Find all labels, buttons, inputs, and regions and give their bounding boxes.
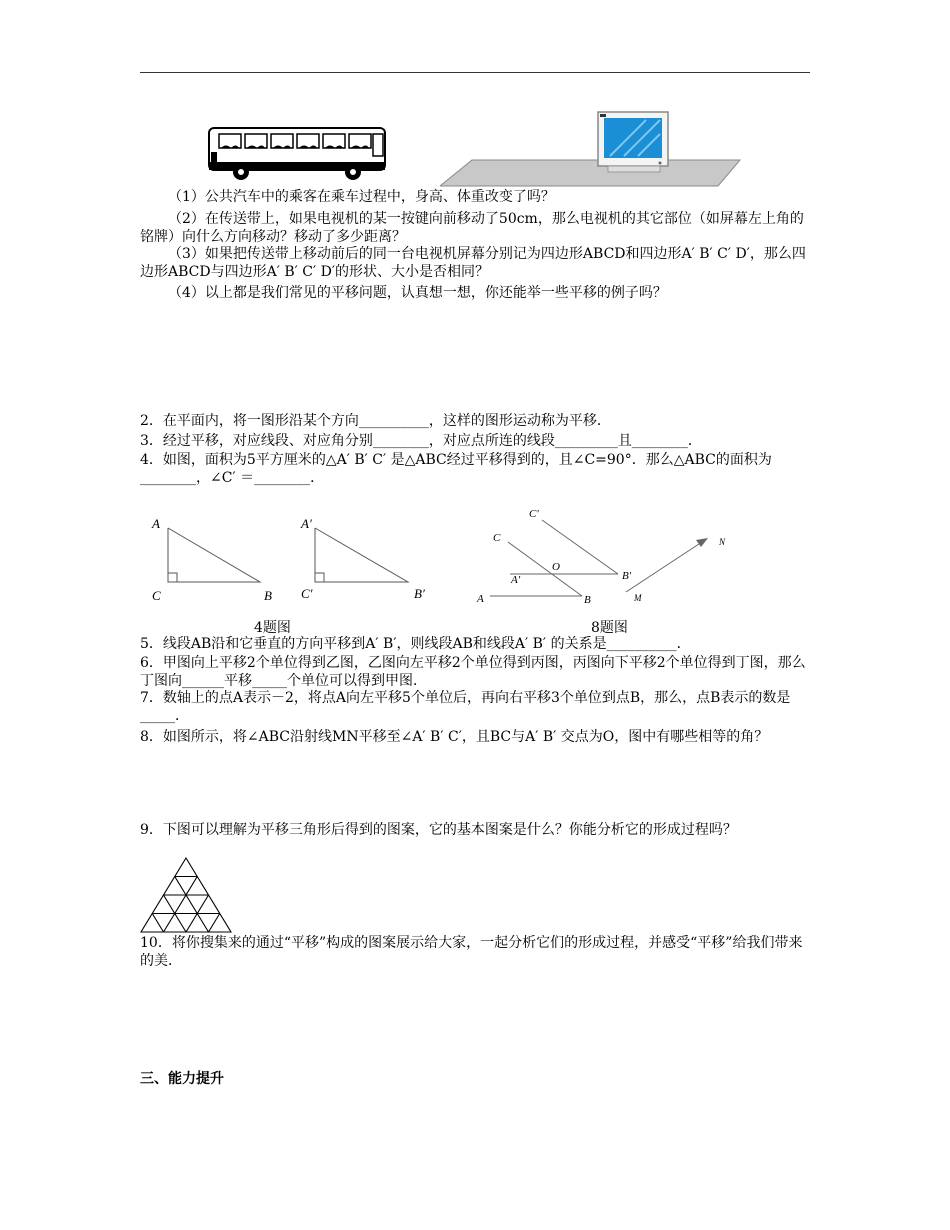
label-A: A [152,516,160,531]
label-C-8: C [493,532,501,544]
problem-10: 10．将你搜集来的通过“平移”构成的图案展示给大家，一起分析它们的形成过程，并感受“平移”给我们带来的美． [140,935,803,969]
figure-4-caption: 4题图 [254,620,291,636]
intro-question-4: （4）以上都是我们常见的平移问题，认真想一想，你还能举一些平移的例子吗？ [168,285,667,301]
problem-9: 9．下图可以理解为平移三角形后得到的图案，它的基本图案是什么？你能分析它的形成过程吗？ [140,822,737,838]
label-O-8: O [552,561,560,573]
problem-4: 4．如图，面积为5平方厘米的△A′ B′ C′ 是△ABC经过平移得到的，且∠C=90°．那么△ABC的面积为________，∠C′ ＝________． [140,452,772,486]
label-A-8: A [477,593,484,605]
label-B-prime-8: B′ [622,570,632,582]
bus-illustration [205,122,390,184]
label-C-prime-8: C′ [529,508,539,520]
label-N-8: N [719,537,726,547]
conveyor-tv-illustration [440,108,745,188]
figure-8 [470,500,740,610]
problem-3: 3．经过平移，对应线段、对应角分别________，对应点所连的线段_________且________． [140,433,702,449]
problem-5: 5．线段AB沿和它垂直的方向平移到A′ B′，则线段AB和线段A′ B′ 的关系是__________． [140,636,691,652]
header-rule [140,72,810,73]
problem-2: 2．在平面内，将一图形沿某个方向__________，这样的图形运动称为平移． [140,413,611,429]
label-B-8: B [584,594,591,606]
intro-question-3: （3）如果把传送带上移动前后的同一台电视机屏幕分别记为四边形ABCD和四边形A′ B′ C′ D′，那么四边形ABCD与四边形A′ B′ C′ D′的形状、大小是否相同？ [140,246,806,280]
label-A-prime-8: A′ [511,574,521,586]
label-B-prime: B′ [414,586,425,601]
figure-8-caption: 8题图 [591,620,628,636]
intro-question-1: （1）公共汽车中的乘客在乘车过程中，身高、体重改变了吗？ [168,189,555,205]
label-M-8: M [634,593,642,603]
label-B: B [264,588,272,603]
triangle-pattern [138,856,234,934]
figure-4 [140,510,430,610]
label-C: C [152,588,161,603]
problem-7: 7．数轴上的点A表示－2，将点A向左平移5个单位后，再向右平移3个单位到点B，那么，点B表示的数是_____． [140,690,791,724]
section-title: 三、能力提升 [140,1071,224,1087]
problem-8: 8．如图所示，将∠ABC沿射线MN平移至∠A′ B′ C′，且BC与A′ B′ 交点为O，图中有哪些相等的角？ [140,729,769,745]
label-C-prime: C′ [301,586,313,601]
problem-6: 6．甲图向上平移2个单位得到乙图，乙图向左平移2个单位得到丙图，丙图向下平移2个单位得到丁图，那么丁图向______平移_____个单位可以得到甲图． [140,655,806,689]
label-A-prime: A′ [301,516,312,531]
intro-question-2: （2）在传送带上，如果电视机的某一按键向前移动了50cm，那么电视机的其它部位（如屏幕左上角的铭牌）向什么方向移动？移动了多少距离？ [140,211,804,245]
